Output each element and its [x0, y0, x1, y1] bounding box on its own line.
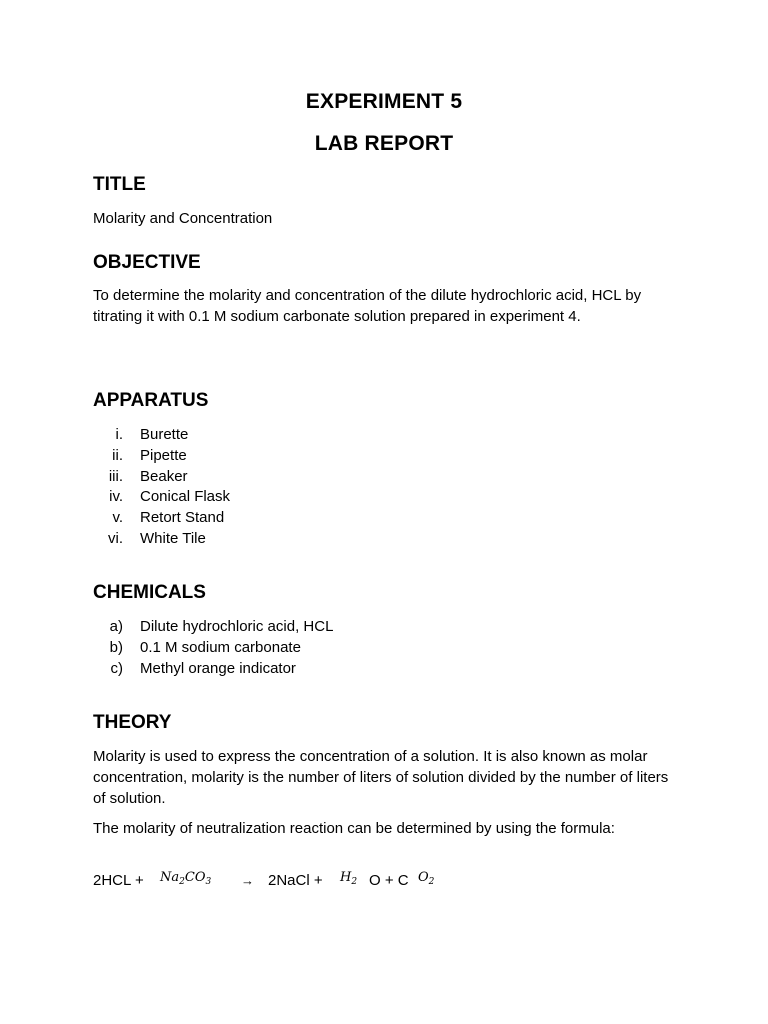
title-text: Molarity and Concentration: [93, 210, 273, 227]
co-subscript: 3: [205, 877, 212, 887]
oxygen-formula: [418, 870, 434, 890]
list-marker: vi.: [108, 529, 123, 547]
list-item-label: 0.1 M sodium carbonate: [140, 638, 301, 656]
h-symbol: H: [340, 870, 352, 885]
theory-heading: THEORY: [93, 712, 172, 733]
list-item-label: Conical Flask: [140, 488, 231, 506]
apparatus-heading: APPARATUS: [93, 390, 209, 411]
theory-paragraph-1: Molarity is used to express the concentration of a solution. It is also known as molar concentration, molarity is the number of liters of solution divided by the number of liters of solution.: [93, 748, 669, 807]
list-item-label: Pipette: [140, 446, 187, 464]
theory-paragraph-2: The molarity of neutralization reaction can be determined by using the formula:: [93, 820, 615, 837]
equation-rhs: 2NaCl +: [268, 872, 323, 889]
list-marker: b): [109, 638, 123, 656]
list-item-label: Methyl orange indicator: [140, 659, 296, 677]
list-item-label: Retort Stand: [140, 509, 225, 527]
hydrogen-formula: [340, 870, 357, 890]
equation-lhs: 2HCL +: [93, 872, 144, 889]
lab-report-heading: LAB REPORT: [314, 132, 454, 155]
objective-text: To determine the molarity and concentration of the dilute hydrochloric acid, HCL by titrating it with 0.1 M sodium carbonate solution prepared in experiment 4.: [93, 287, 642, 325]
objective-heading: OBJECTIVE: [93, 252, 201, 273]
list-marker: ii.: [112, 446, 123, 464]
experiment-heading: EXPERIMENT 5: [305, 90, 463, 113]
equation-middle: O + C: [369, 872, 409, 889]
arrow-icon: →: [241, 873, 254, 888]
list-marker: iv.: [109, 488, 123, 506]
list-marker: v.: [112, 509, 123, 527]
o-symbol: O: [418, 870, 429, 885]
list-marker: a): [109, 618, 123, 635]
na-subscript: 2: [179, 877, 185, 887]
list-item-label: Beaker: [140, 467, 188, 485]
list-marker: iii.: [108, 467, 123, 485]
list-item-label: White Tile: [140, 529, 206, 547]
chemicals-heading: CHEMICALS: [93, 582, 206, 603]
list-item-label: Dilute hydrochloric acid, HCL: [140, 618, 334, 635]
list-marker: c): [110, 659, 123, 677]
co-symbol: CO: [184, 870, 206, 885]
na-symbol: Na: [160, 870, 180, 885]
h-subscript: 2: [351, 877, 358, 887]
title-heading: TITLE: [93, 174, 146, 195]
list-marker: i.: [115, 426, 123, 443]
o-subscript: 2: [428, 877, 435, 887]
list-item-label: Burette: [140, 426, 189, 443]
sodium-carbonate-formula: [160, 870, 211, 890]
